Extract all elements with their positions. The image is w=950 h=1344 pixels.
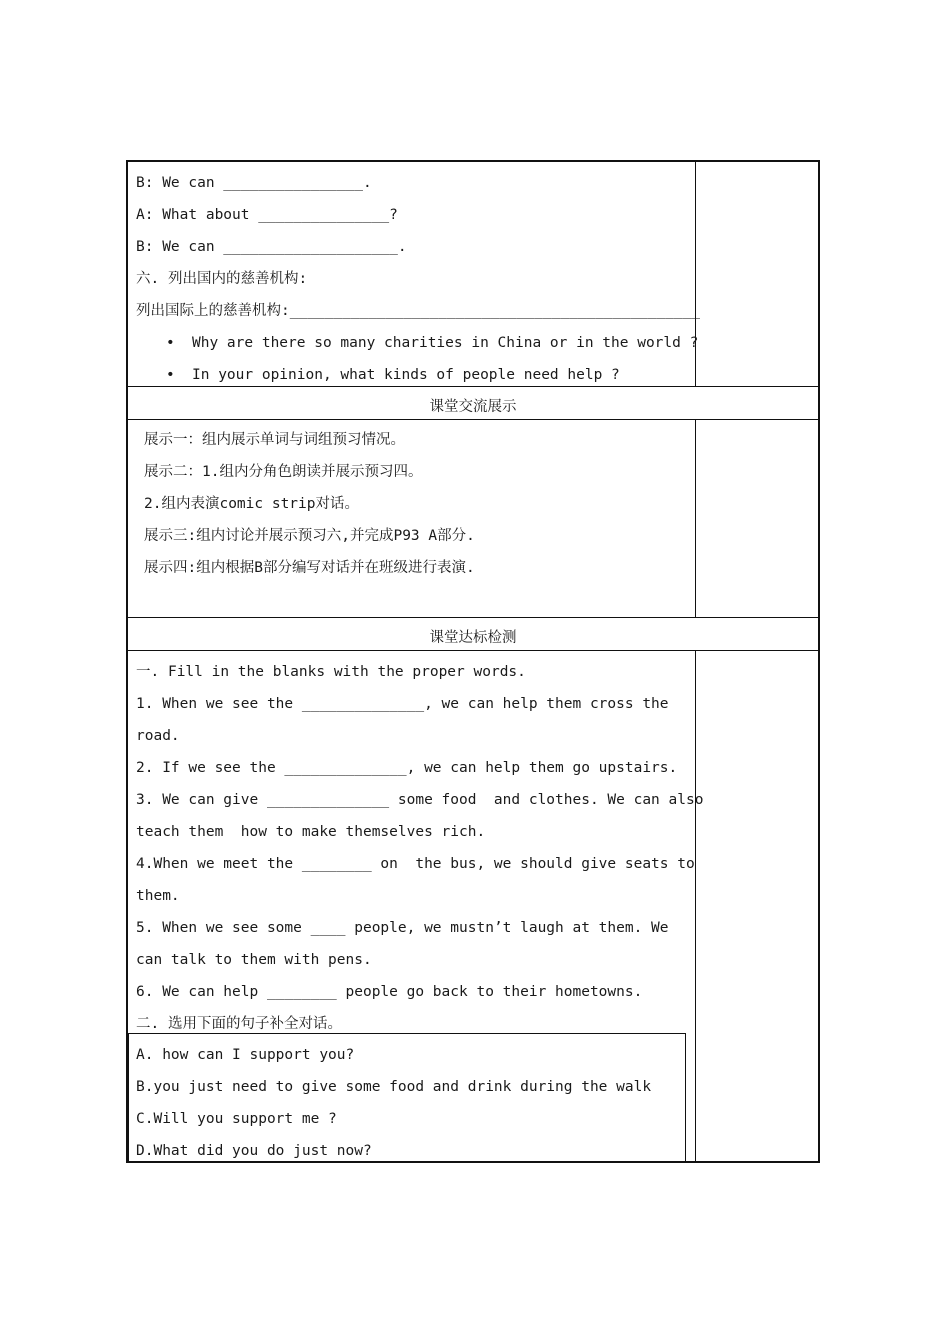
exercise-line: teach them how to make themselves rich. — [136, 824, 486, 840]
options-box — [128, 1033, 686, 1162]
dialogue-line: B: We can ________________. — [136, 175, 372, 191]
exercise-line: them. — [136, 888, 180, 904]
exercise-line: 1. When we see the ______________, we can help them cross the — [136, 696, 669, 712]
activity-line: 展示四:组内根据B部分编写对话并在班级进行表演. — [144, 560, 475, 576]
exercise-line: 2. If we see the ______________, we can help them go upstairs. — [136, 760, 678, 776]
dialogue-line: B: We can ____________________. — [136, 239, 407, 255]
row-separator — [128, 650, 818, 651]
option-line: C.Will you support me ? — [136, 1111, 337, 1127]
bullet-icon: • — [166, 367, 175, 383]
activity-line: 展示一：组内展示单词与词组预习情况。 — [144, 432, 405, 448]
exercise-line: 二. 选用下面的句子补全对话。 — [136, 1016, 342, 1032]
row-separator — [128, 386, 818, 387]
activity-line: 展示三:组内讨论并展示预习六,并完成P93 A部分. — [144, 528, 475, 544]
question-line: Why are there so many charities in China or in the world ? — [192, 335, 699, 351]
dialogue-line: A: What about _______________? — [136, 207, 398, 223]
worksheet-table — [126, 160, 820, 1163]
task-line: 列出国际上的慈善机构:_______________________________________________ — [136, 303, 701, 319]
activity-line: 2.组内表演comic strip对话。 — [144, 496, 359, 512]
option-line: A. how can I support you? — [136, 1047, 355, 1063]
exercise-line: 5. When we see some ____ people, we mustn’t laugh at them. We — [136, 920, 669, 936]
exercise-line: 6. We can help ________ people go back to their hometowns. — [136, 984, 643, 1000]
row-separator — [128, 419, 818, 420]
exercise-line: 3. We can give ______________ some food and clothes. We can also — [136, 792, 704, 808]
column-divider-row5 — [695, 650, 696, 1163]
column-divider-row3 — [695, 419, 696, 617]
exercise-line: road. — [136, 728, 180, 744]
exercise-line: 一. Fill in the blanks with the proper words. — [136, 664, 526, 680]
section-title: 课堂达标检测 — [429, 630, 517, 646]
option-line: D.What did you do just now? — [136, 1143, 372, 1159]
bullet-icon: • — [166, 335, 175, 351]
option-line: B.you just need to give some food and drink during the walk — [136, 1079, 652, 1095]
exercise-line: 4.When we meet the ________ on the bus, we should give seats to — [136, 856, 695, 872]
question-line: In your opinion, what kinds of people need help ? — [192, 367, 620, 383]
activity-line: 展示二：1.组内分角色朗读并展示预习四。 — [144, 464, 423, 480]
section-title: 课堂交流展示 — [429, 399, 517, 415]
row-separator — [128, 617, 818, 618]
task-line: 六. 列出国内的慈善机构: — [136, 271, 308, 287]
exercise-line: can talk to them with pens. — [136, 952, 372, 968]
